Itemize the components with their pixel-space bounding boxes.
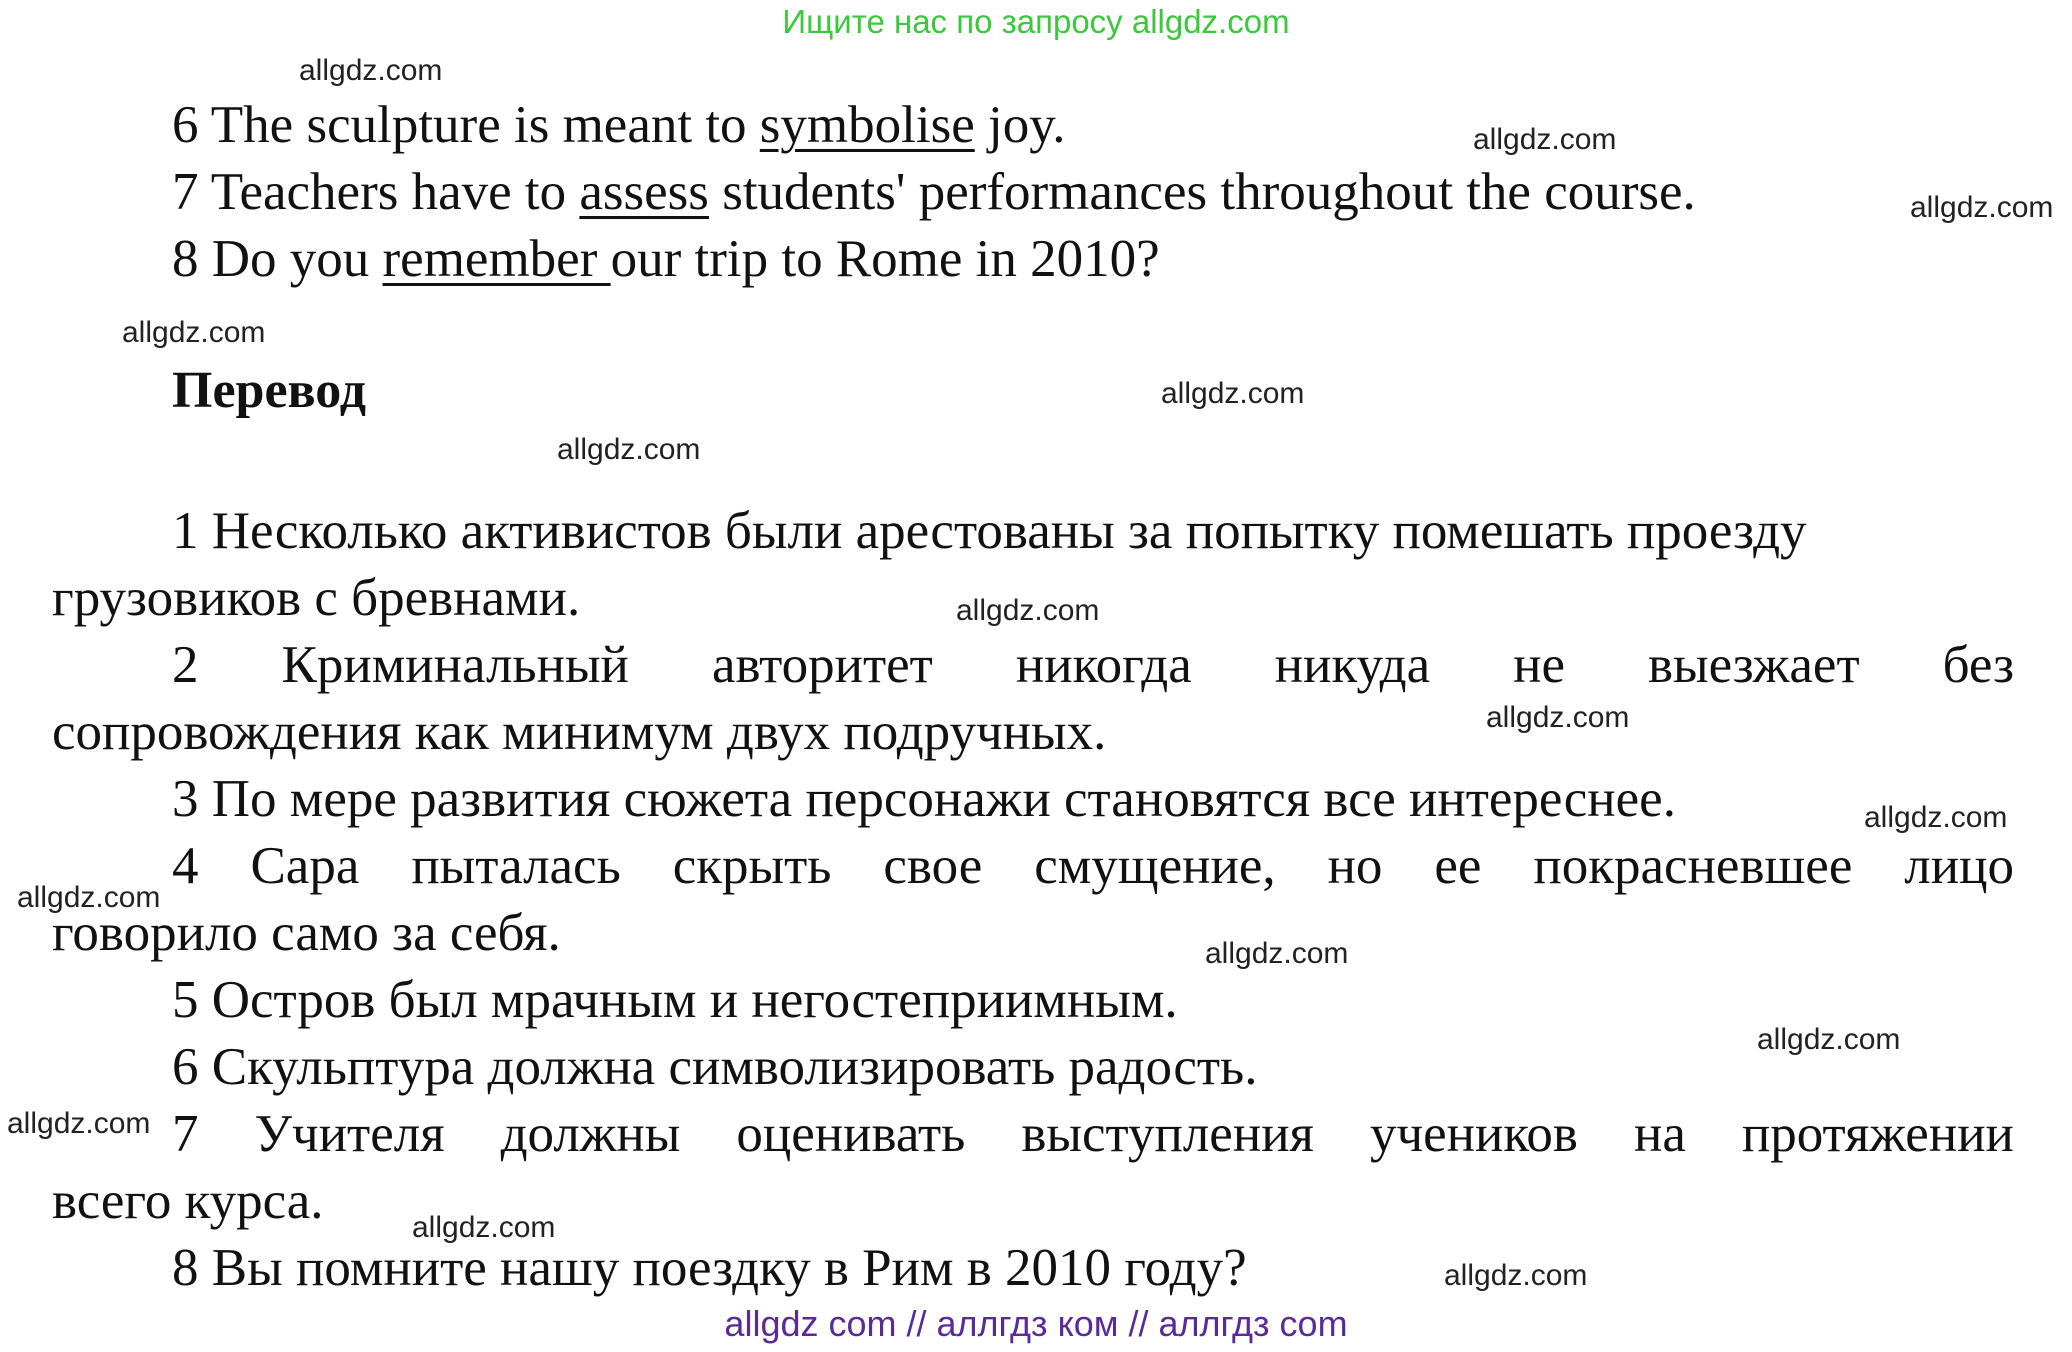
word: выступления bbox=[1021, 1105, 1314, 1163]
word: 2 bbox=[172, 636, 199, 694]
english-sentence-6 bbox=[172, 92, 1066, 158]
word: смущение, bbox=[1034, 837, 1276, 895]
watermark: allgdz.com bbox=[1473, 123, 1617, 156]
word: но bbox=[1327, 837, 1383, 895]
sentence-text: students' performances throughout the course. bbox=[708, 163, 1696, 221]
word: протяжении bbox=[1741, 1105, 2014, 1163]
sentence-number: 6 bbox=[172, 96, 199, 154]
translation-6: 6 Скульптура должна символизировать радость. bbox=[172, 1038, 1258, 1096]
translation-4-line-2: говорило само за себя. bbox=[52, 904, 561, 962]
translation-1-line-1: 1 Несколько активистов были арестованы за попытку помешать проезду bbox=[172, 502, 1807, 560]
word: никогда bbox=[1015, 636, 1192, 694]
sentence-text: our trip to Rome in 2010? bbox=[610, 230, 1160, 288]
word: никуда bbox=[1274, 636, 1431, 694]
word: пыталась bbox=[411, 837, 621, 895]
translation-2-line-1 bbox=[172, 632, 2014, 698]
translation-3: 3 По мере развития сюжета персонажи становятся все интереснее. bbox=[172, 770, 1676, 828]
sentence-text: Do you bbox=[211, 230, 383, 288]
translation-heading: Перевод bbox=[172, 362, 367, 419]
sentence-text: joy. bbox=[974, 96, 1066, 154]
word: выезжает bbox=[1648, 636, 1860, 694]
watermark: allgdz.com bbox=[299, 54, 443, 87]
word: оценивать bbox=[736, 1105, 966, 1163]
word: не bbox=[1513, 636, 1565, 694]
word: авторитет bbox=[711, 636, 933, 694]
english-sentence-8 bbox=[172, 226, 1160, 292]
word: Криминальный bbox=[281, 636, 629, 694]
sentence-number: 7 bbox=[172, 163, 199, 221]
word: должны bbox=[500, 1105, 681, 1163]
watermark: allgdz.com bbox=[557, 433, 701, 466]
translation-7-line-1 bbox=[172, 1101, 2014, 1167]
word: учеников bbox=[1369, 1105, 1578, 1163]
word: Учителя bbox=[254, 1105, 445, 1163]
footer-links[interactable]: allgdz com // аллгдз ком // аллгдз com bbox=[724, 1303, 1348, 1344]
watermark: allgdz.com bbox=[412, 1211, 556, 1244]
word: ее bbox=[1434, 837, 1482, 895]
translation-7-line-2: всего курса. bbox=[52, 1172, 324, 1230]
sentence-text: Teachers have to bbox=[210, 163, 580, 221]
underlined-word: symbolise bbox=[759, 96, 975, 154]
word: на bbox=[1633, 1105, 1686, 1163]
watermark: allgdz.com bbox=[1910, 191, 2054, 224]
watermark: allgdz.com bbox=[1757, 1023, 1901, 1056]
watermark: allgdz.com bbox=[956, 594, 1100, 627]
word: скрыть bbox=[672, 837, 832, 895]
underlined-word: assess bbox=[579, 163, 709, 221]
watermark: allgdz.com bbox=[1205, 937, 1349, 970]
watermark: allgdz.com bbox=[1161, 377, 1305, 410]
word: лицо bbox=[1904, 837, 2014, 895]
translation-1-line-2: грузовиков с бревнами. bbox=[52, 569, 581, 627]
word: покрасневшее bbox=[1533, 837, 1853, 895]
word: Сара bbox=[250, 837, 360, 895]
word: 4 bbox=[172, 837, 199, 895]
translation-5: 5 Остров был мрачным и негостеприимным. bbox=[172, 971, 1178, 1029]
watermark: allgdz.com bbox=[7, 1107, 151, 1140]
translation-4-line-1 bbox=[172, 833, 2014, 899]
watermark: allgdz.com bbox=[1864, 801, 2008, 834]
underlined-word: remember bbox=[382, 230, 611, 288]
translation-8: 8 Вы помните нашу поездку в Рим в 2010 году? bbox=[172, 1239, 1247, 1297]
english-sentence-7 bbox=[172, 159, 1696, 225]
word: свое bbox=[883, 837, 983, 895]
watermark: allgdz.com bbox=[122, 316, 266, 349]
word: без bbox=[1942, 636, 2014, 694]
word: 7 bbox=[172, 1105, 199, 1163]
watermark: allgdz.com bbox=[17, 881, 161, 914]
watermark: allgdz.com bbox=[1444, 1259, 1588, 1292]
translation-2-line-2: сопровождения как минимум двух подручных. bbox=[52, 703, 1107, 761]
search-banner[interactable]: Ищите нас по запросу allgdz.com bbox=[782, 3, 1290, 40]
sentence-number: 8 bbox=[172, 230, 199, 288]
sentence-text: The sculpture is meant to bbox=[210, 96, 760, 154]
watermark: allgdz.com bbox=[1486, 701, 1630, 734]
